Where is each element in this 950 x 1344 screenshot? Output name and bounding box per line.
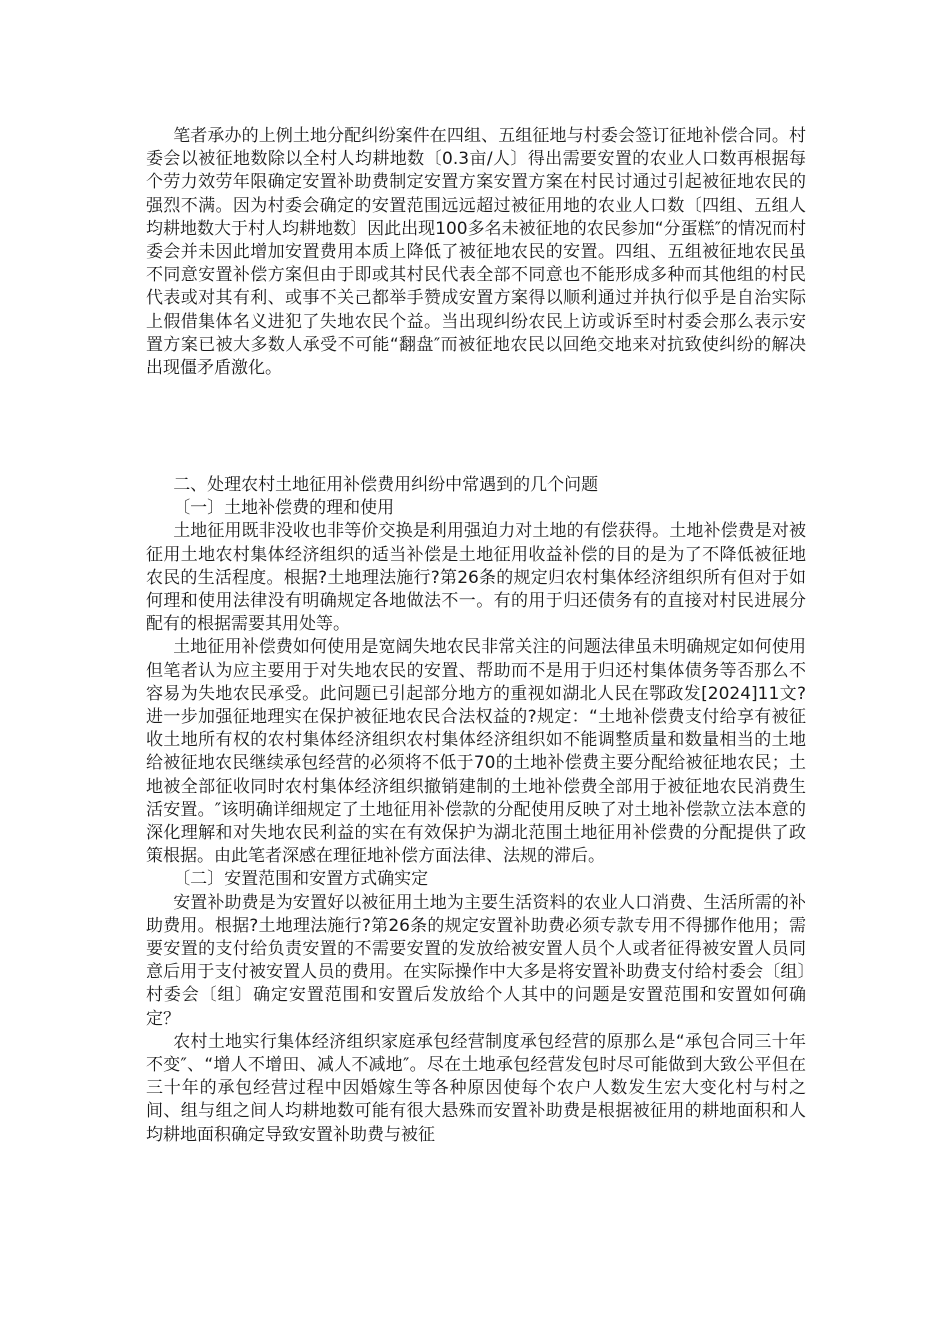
- intro-block: [146, 125, 806, 380]
- intro-paragraph: 笔者承办的上例土地分配纠纷案件在四组、五组征地与村委会签订征地补偿合同。村委会以被征地数除以全村人均耕地数〔0.3亩/人〕得出需要安置的农业人口数再根据每个劳力效劳年限确定安置补助费制定安置方案安置方案在村民讨通过引起被征地农民的强烈不满。因为村委会确定的安置范围远远超过被征用地的农业人口数〔四组、五组人均耕地数大于村人均耕地数〕因此出现100多名未被征地的农民参加“分蛋糕″的情况而村委会并未因此增加安置费用本质上降低了被征地农民的安置。四组、五组被征地农民虽不同意安置补偿方案但由于即或其村民代表全部不同意也不能形成多种而其他组的村民代表或对其有利、或事不关己都举手赞成安置方案得以顺利通过并执行似乎是自治实际上假借集体名义进犯了失地农民个益。当出现纠纷农民上访或诉至时村委会那么表示安置方案已被大多数人承受不可能“翻盘″而被征地农民以回绝交地来对抗致使纠纷的解决出现僵矛盾激化。: [146, 126, 806, 379]
- section-heading: 二、处理农村土地征用补偿费用纠纷中常遇到的几个问题: [173, 475, 599, 495]
- subsection-1-paragraph-2: 土地征用补偿费如何使用是宽阔失地农民非常关注的问题法律虽未明确规定如何使用但笔者认为应主要用于对失地农民的安置、帮助而不是用于归还村集体债务等否那么不容易为失地农民承受。此问题已引起部分地方的重视如湖北人民在鄂政发[2024]11文?进一步加强征地理实在保护被征地农民合法权益的?规定：“土地补偿费支付给享有被征收土地所有权的农村集体经济组织农村集体经济组织如不能调整质量和数量相当的土地给被征地农民继续承包经营的必须将不低于70的土地补偿费主要分配给被征地农民；土地被全部征收同时农村集体经济组织撤销建制的土地补偿费全部用于被征地农民消费生活安置。″该明确详细规定了土地征用补偿款的分配使用反映了对土地补偿款立法本意的深化理解和对失地农民利益的实在有效保护为湖北范围土地征用补偿费的分配提供了政策根据。由此笔者深感在理征地补偿方面法律、法规的滞后。: [146, 637, 806, 867]
- subsection-2-paragraph-2: 农村土地实行集体经济组织家庭承包经营制度承包经营的原那么是“承包合同三十年不变″、“增人不增田、减人不减地″。尽在土地承包经营发包时尽可能做到大致公平但在三十年的承包经营过程中因婚嫁生等各种原因使每个农户人数发生宏大变化村与村之间、组与组之间人均耕地数可能有很大悬殊而安置补助费是根据被征用的耕地面积和人均耕地面积确定导致安置补助费与被征: [146, 1031, 806, 1145]
- subsection-heading-2: 〔二〕安置范围和安置方式确实定: [173, 869, 429, 890]
- subsection-1-paragraph-1: 土地征用既非没收也非等价交换是利用强迫力对土地的有偿获得。土地补偿费是对被征用土地农村集体经济组织的适当补偿是土地征用收益补偿的目的是为了不降低被征地农民的生活程度。根据?土地理法施行?第26条的规定归农村集体经济组织所有但对于如何理和使用法律没有明确规定各地做法不一。有的用于归还债务有的直接对村民进展分配有的根据需要其用处等。: [146, 521, 806, 635]
- main-block: [146, 474, 806, 1147]
- subsection-2-paragraph-1: 安置补助费是为安置好以被征用土地为主要生活资料的农业人口消费、生活所需的补助费用。根据?土地理法施行?第26条的规定安置补助费必须专款专用不得挪作他用；需要安置的支付给负责安置的不需要安置的发放给被安置人员个人或者征得被安置人员同意后用于支付被安置人员的费用。在实际操作中大多是将安置补助费支付给村委会〔组〕村委会〔组〕确定安置范围和安置后发放给个人其中的问题是安置范围和安置如何确定？: [146, 892, 806, 1029]
- subsection-heading-1: 〔一〕土地补偿费的理和使用: [173, 498, 395, 519]
